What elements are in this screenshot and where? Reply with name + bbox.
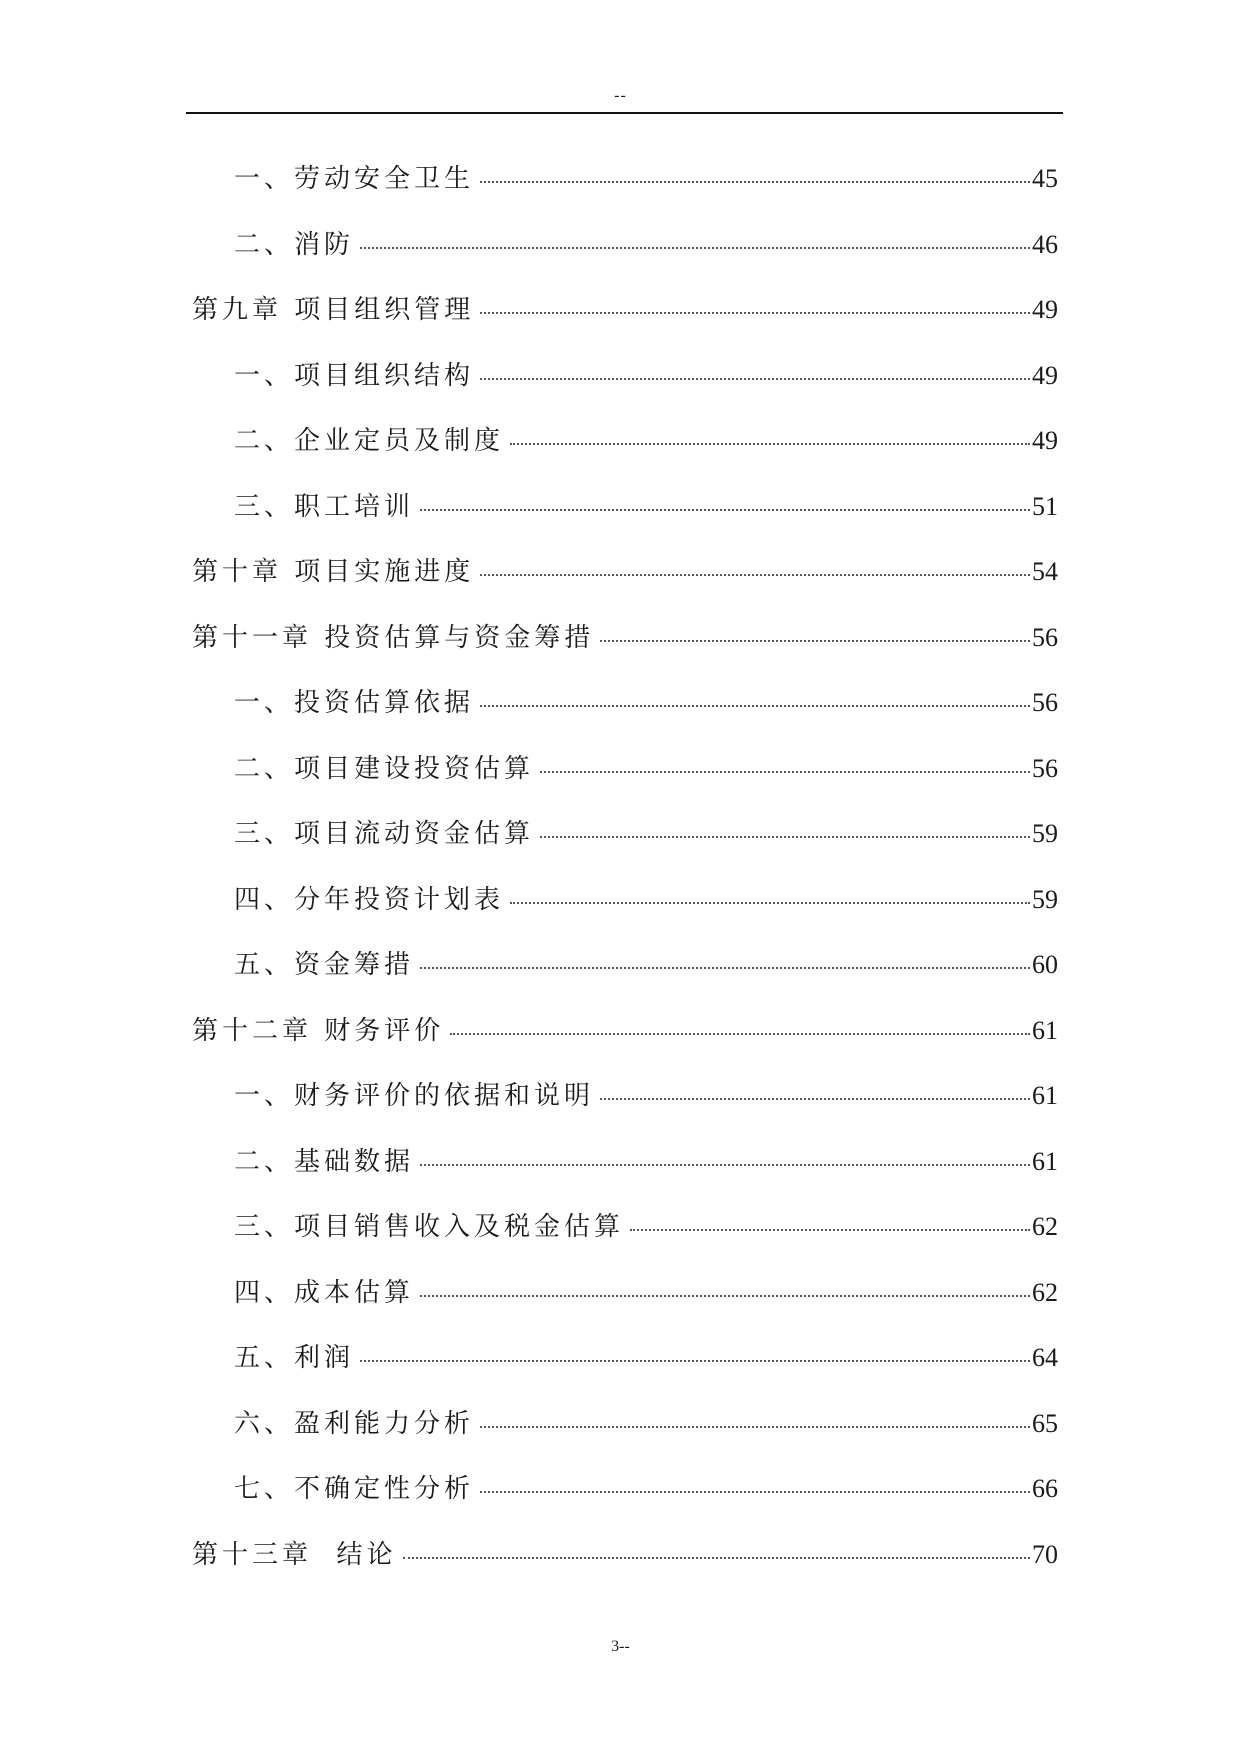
- toc-entry-title: 二、基础数据: [234, 1146, 415, 1177]
- toc-entry-title: 六、盈利能力分析: [234, 1408, 475, 1439]
- toc-entry-title: 二、企业定员及制度: [234, 426, 505, 456]
- toc-entry[interactable]: [192, 1334, 1058, 1400]
- dot-leader: [480, 1461, 1030, 1493]
- toc-entry[interactable]: [192, 1138, 1058, 1204]
- toc-entry-page: 61: [1032, 1015, 1058, 1045]
- toc-entry-title: 一、财务评价的依据和说明: [234, 1081, 595, 1111]
- toc-entry-title: 一、劳动安全卫生: [234, 164, 475, 194]
- table-of-contents: [192, 155, 1058, 1596]
- header-rule: [186, 112, 1063, 114]
- toc-entry[interactable]: [192, 941, 1058, 1007]
- toc-entry-page: 59: [1032, 819, 1058, 848]
- toc-entry[interactable]: [192, 1203, 1058, 1269]
- dot-leader: [420, 479, 1030, 511]
- toc-entry-page: 66: [1032, 1474, 1058, 1503]
- toc-entry-title: 一、项目组织结构: [234, 360, 475, 391]
- dot-leader: [630, 1199, 1030, 1231]
- toc-entry-page: 51: [1032, 491, 1058, 521]
- toc-entry[interactable]: [192, 1072, 1058, 1138]
- toc-entry-page: 64: [1032, 1343, 1058, 1372]
- toc-entry-title: 三、项目销售收入及税金估算: [234, 1212, 625, 1242]
- toc-entry-title: 第十章 项目实施进度: [192, 557, 475, 587]
- toc-entry-title: 第十一章 投资估算与资金筹措: [192, 622, 595, 653]
- dot-leader: [600, 1068, 1030, 1100]
- dot-leader: [480, 675, 1030, 707]
- toc-entry-page: 56: [1032, 753, 1058, 783]
- dot-leader: [510, 872, 1030, 904]
- dot-leader: [403, 1527, 1030, 1559]
- toc-entry-page: 54: [1032, 557, 1058, 586]
- toc-entry[interactable]: [192, 1269, 1058, 1335]
- toc-entry-title: 第十三章 结论: [192, 1539, 397, 1570]
- page-number: 3--: [611, 1638, 630, 1655]
- dot-leader: [540, 806, 1030, 838]
- toc-entry[interactable]: [192, 417, 1058, 483]
- toc-chapter-entry[interactable]: [192, 286, 1058, 352]
- toc-chapter-entry[interactable]: [192, 1531, 1058, 1597]
- toc-entry[interactable]: [192, 221, 1058, 287]
- page-header: --: [614, 87, 627, 104]
- toc-entry[interactable]: [192, 1400, 1058, 1466]
- toc-entry-page: 49: [1032, 426, 1058, 455]
- toc-entry-page: 62: [1032, 1212, 1058, 1241]
- dot-leader: [450, 1003, 1030, 1035]
- toc-entry-title: 三、项目流动资金估算: [234, 819, 535, 849]
- toc-entry[interactable]: [192, 483, 1058, 549]
- dot-leader: [480, 282, 1030, 314]
- dot-leader: [480, 151, 1030, 183]
- toc-entry[interactable]: [192, 352, 1058, 418]
- toc-entry-page: 61: [1032, 1081, 1058, 1110]
- dot-leader: [480, 348, 1030, 380]
- toc-entry-page: 70: [1032, 1539, 1058, 1569]
- toc-chapter-entry[interactable]: [192, 1007, 1058, 1073]
- toc-entry-title: 二、消防: [234, 229, 355, 260]
- toc-entry-title: 四、分年投资计划表: [234, 884, 505, 915]
- toc-chapter-entry[interactable]: [192, 614, 1058, 680]
- toc-entry-title: 一、投资估算依据: [234, 688, 475, 718]
- dot-leader: [360, 217, 1030, 249]
- toc-entry-page: 45: [1032, 164, 1058, 193]
- toc-entry-page: 65: [1032, 1408, 1058, 1438]
- toc-entry[interactable]: [192, 745, 1058, 811]
- dot-leader: [600, 610, 1030, 642]
- dot-leader: [480, 1396, 1030, 1428]
- dot-leader: [540, 741, 1030, 773]
- toc-entry-page: 56: [1032, 622, 1058, 652]
- toc-entry-title: 五、利润: [234, 1343, 355, 1373]
- dot-leader: [420, 937, 1030, 969]
- toc-entry-page: 60: [1032, 950, 1058, 979]
- dot-leader: [510, 413, 1030, 445]
- toc-entry-page: 49: [1032, 295, 1058, 324]
- toc-entry[interactable]: [192, 810, 1058, 876]
- toc-entry-title: 第九章 项目组织管理: [192, 295, 475, 325]
- dot-leader: [360, 1330, 1030, 1362]
- toc-entry-page: 62: [1032, 1277, 1058, 1307]
- toc-entry-title: 二、项目建设投资估算: [234, 753, 535, 784]
- dot-leader: [420, 1134, 1030, 1166]
- toc-entry[interactable]: [192, 679, 1058, 745]
- toc-entry-page: 46: [1032, 229, 1058, 259]
- toc-entry-title: 七、不确定性分析: [234, 1474, 475, 1504]
- toc-entry-page: 59: [1032, 884, 1058, 914]
- toc-entry[interactable]: [192, 876, 1058, 942]
- toc-entry[interactable]: [192, 155, 1058, 221]
- toc-entry-title: 第十二章 财务评价: [192, 1015, 445, 1046]
- toc-entry-title: 三、职工培训: [234, 491, 415, 522]
- dot-leader: [480, 544, 1030, 576]
- toc-entry[interactable]: [192, 1465, 1058, 1531]
- toc-entry-page: 61: [1032, 1146, 1058, 1176]
- toc-entry-title: 四、成本估算: [234, 1277, 415, 1308]
- toc-entry-page: 49: [1032, 360, 1058, 390]
- dot-leader: [420, 1265, 1030, 1297]
- toc-chapter-entry[interactable]: [192, 548, 1058, 614]
- toc-entry-title: 五、资金筹措: [234, 950, 415, 980]
- toc-entry-page: 56: [1032, 688, 1058, 717]
